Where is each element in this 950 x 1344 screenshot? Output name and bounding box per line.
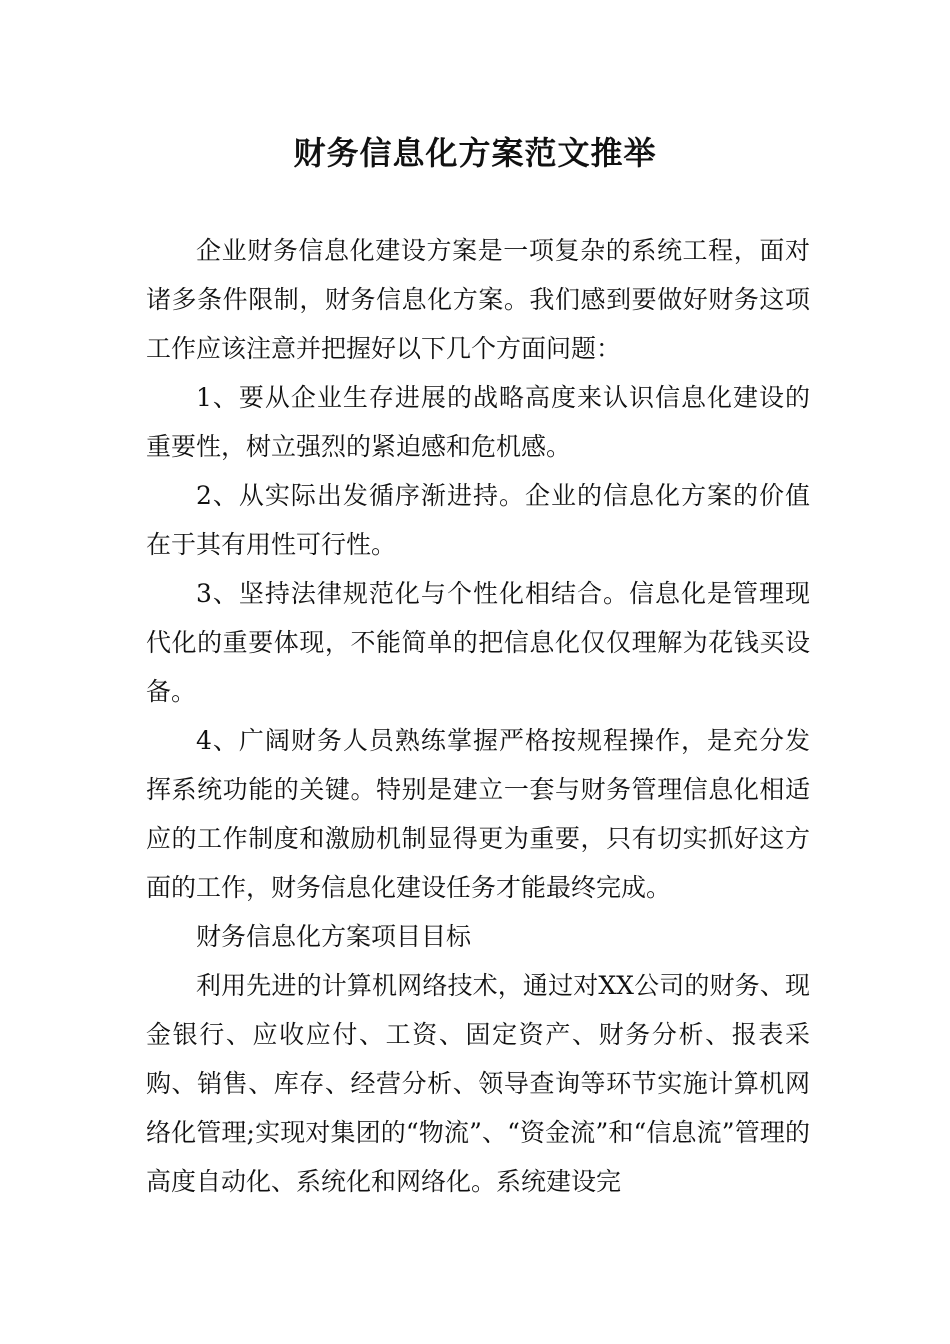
page-title: 财务信息化方案范文推举 bbox=[293, 134, 657, 172]
document-body bbox=[146, 226, 810, 1206]
paragraph-point-3: 3、坚持法律规范化与个性化相结合。信息化是管理现代化的重要体现，不能简单的把信息化仅仅理解为花钱买设备。 bbox=[146, 579, 810, 706]
section-heading: 财务信息化方案项目目标 bbox=[196, 922, 472, 951]
paragraph-project-goal: 利用先进的计算机网络技术，通过对XX公司的财务、现金银行、应收应付、工资、固定资产、财务分析、报表采购、销售、库存、经营分析、领导查询等环节实施计算机网络化管理;实现对集团的“物流”、“资金流”和“信息流”管理的高度自动化、系统化和网络化。系统建设完 bbox=[146, 971, 810, 1196]
paragraph-point-4: 4、广阔财务人员熟练掌握严格按规程操作，是充分发挥系统功能的关键。特别是建立一套与财务管理信息化相适应的工作制度和激励机制显得更为重要，只有切实抓好这方面的工作，财务信息化建设任务才能最终完成。 bbox=[146, 726, 810, 902]
paragraph-intro: 企业财务信息化建设方案是一项复杂的系统工程，面对诸多条件限制，财务信息化方案。我们感到要做好财务这项工作应该注意并把握好以下几个方面问题： bbox=[146, 236, 810, 363]
paragraph-point-2: 2、从实际出发循序渐进持。企业的信息化方案的价值在于其有用性可行性。 bbox=[146, 481, 810, 559]
paragraph-point-1: 1、要从企业生存进展的战略高度来认识信息化建设的重要性，树立强烈的紧迫感和危机感。 bbox=[146, 383, 810, 461]
